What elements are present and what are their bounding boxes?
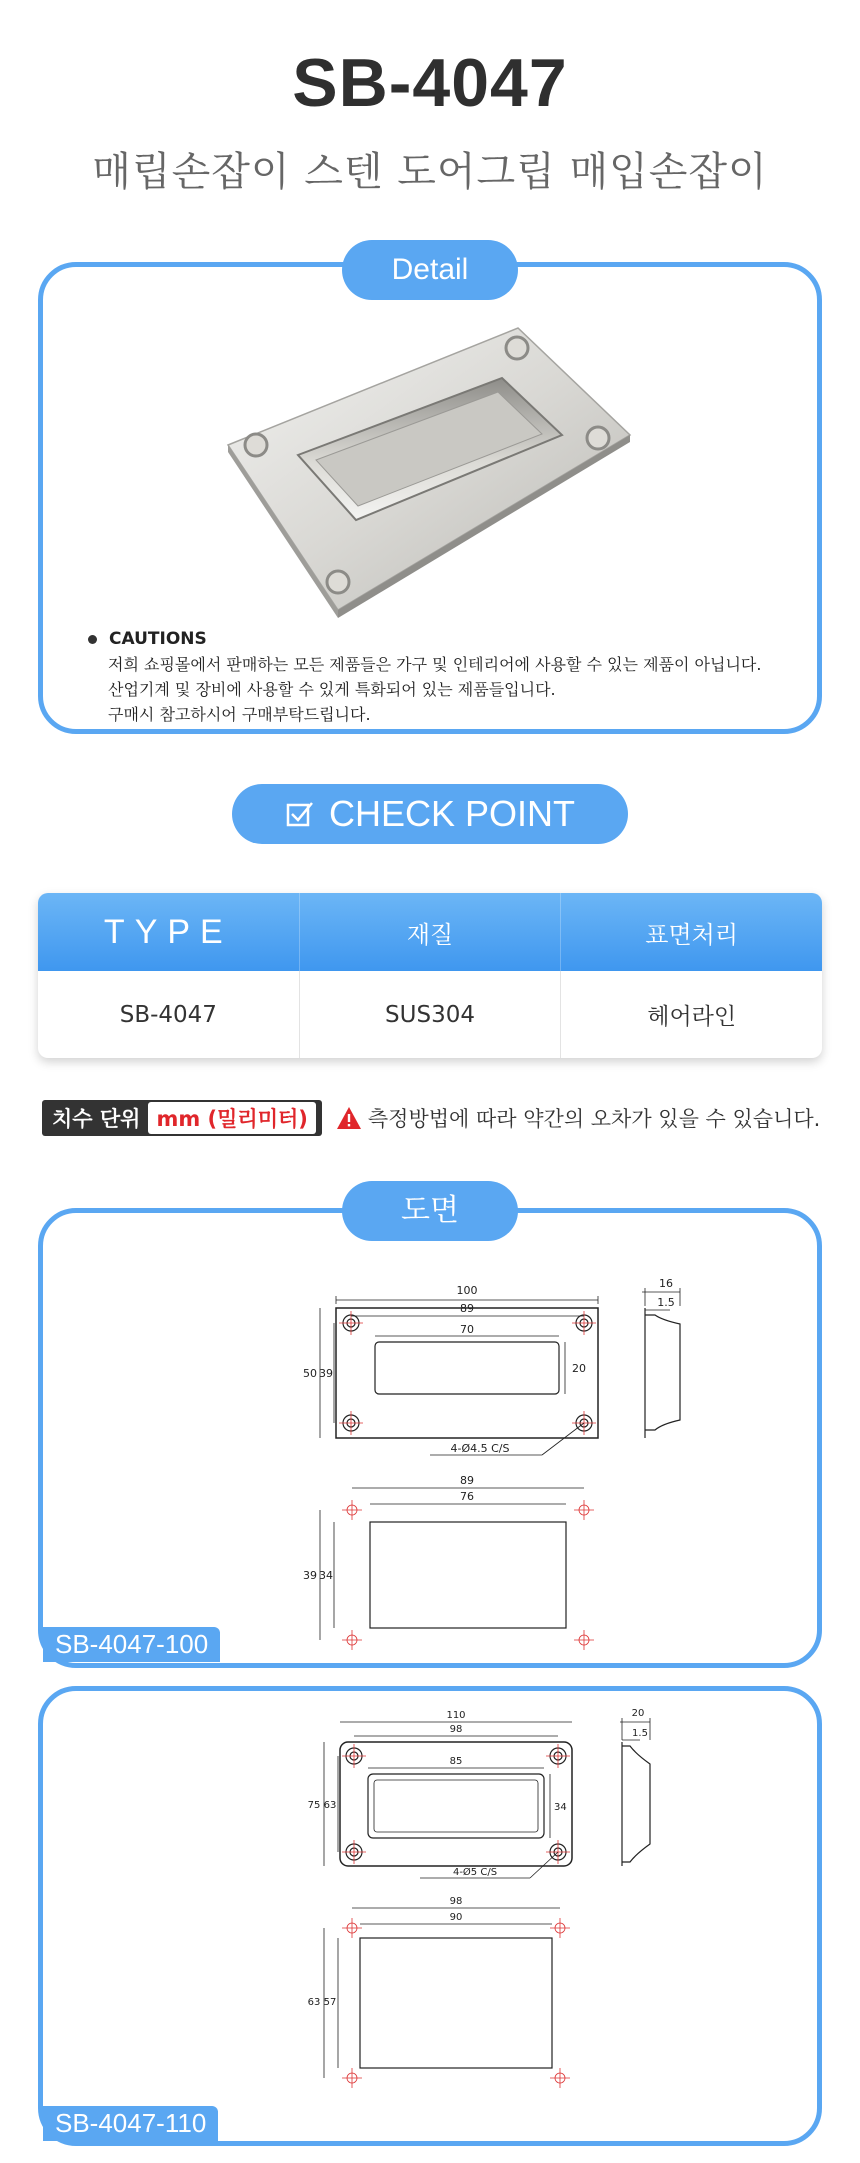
unit-row [42,1100,820,1136]
spec-table-header [38,893,822,971]
dim-cut-height-inner: 57 [323,1997,337,2008]
drawing-pill: 도면 [342,1181,518,1241]
unit-note [336,1103,820,1133]
model-label-1: SB-4047-100 [43,1627,220,1662]
drawing-2 [280,1694,720,2134]
dim-side-depth: 20 [631,1708,645,1719]
unit-value: mm (밀리미터) [148,1102,315,1134]
detail-pill: Detail [342,240,518,300]
model-label-2: SB-4047-110 [43,2106,218,2141]
check-point-pill [232,784,628,844]
cell-type: SB-4047 [38,971,300,1058]
dim-opening-width: 85 [449,1756,463,1767]
page-title: SB-4047 [292,45,568,121]
dim-height-inner: 39 [319,1367,333,1380]
warning-icon [336,1106,362,1130]
cautions-title: CAUTIONS [88,627,761,652]
checkbox-icon [285,799,315,829]
dim-cut-width: 89 [460,1474,474,1487]
header-type: TYPE [38,893,300,971]
dim-cut-height-inner: 34 [319,1569,333,1582]
unit-label: 치수 단위 [52,1107,141,1131]
dim-opening-height: 34 [554,1802,567,1813]
drawing-1 [280,1240,720,1660]
dim-cut-inner: 76 [460,1490,474,1503]
header-finish: 표면처리 [645,920,739,949]
dim-height-inner: 63 [323,1800,337,1811]
unit-badge [42,1100,322,1136]
cell-finish: 헤어라인 [647,1004,737,1030]
dim-height: 50 [303,1367,317,1380]
product-photo [220,320,640,620]
header-material: 재질 [300,893,562,971]
page-subtitle: 매립손잡이 스텐 도어그립 매입손잡이 [92,149,768,195]
dim-width-inner: 89 [460,1302,474,1315]
dim-cut-inner: 90 [449,1912,463,1923]
dim-side-depth: 16 [659,1277,673,1290]
dim-width: 110 [446,1710,466,1721]
spec-table [38,893,822,1058]
dim-thickness: 1.5 [657,1296,675,1309]
cautions-block [88,627,761,727]
unit-note-text: 측정방법에 따라 약간의 오차가 있을 수 있습니다. [367,1107,821,1131]
dim-cut-width: 98 [449,1896,463,1907]
dim-width: 100 [456,1284,478,1297]
check-point-label: CHECK POINT [328,793,576,834]
dim-width-inner: 98 [449,1724,463,1735]
dim-cut-height: 39 [303,1569,317,1582]
dim-opening-width: 70 [460,1323,474,1336]
dim-holes: 4-Ø4.5 C/S [450,1442,510,1455]
dim-cut-height: 63 [307,1997,321,2008]
dim-holes: 4-Ø5 C/S [452,1867,498,1878]
dim-opening-height: 20 [572,1362,586,1375]
dim-thickness: 1.5 [632,1728,648,1739]
cautions-line: 산업기계 및 장비에 사용할 수 있게 특화되어 있는 제품들입니다. [108,680,556,699]
cell-material: SUS304 [300,971,562,1058]
table-row [38,971,822,1058]
dim-height: 75 [307,1800,321,1811]
cautions-line: 저희 쇼핑몰에서 판매하는 모든 제품들은 가구 및 인테리어에 사용할 수 있는 제품이 아닙니다. [108,655,762,674]
cautions-line: 구매시 참고하시어 구매부탁드립니다. [108,705,371,724]
